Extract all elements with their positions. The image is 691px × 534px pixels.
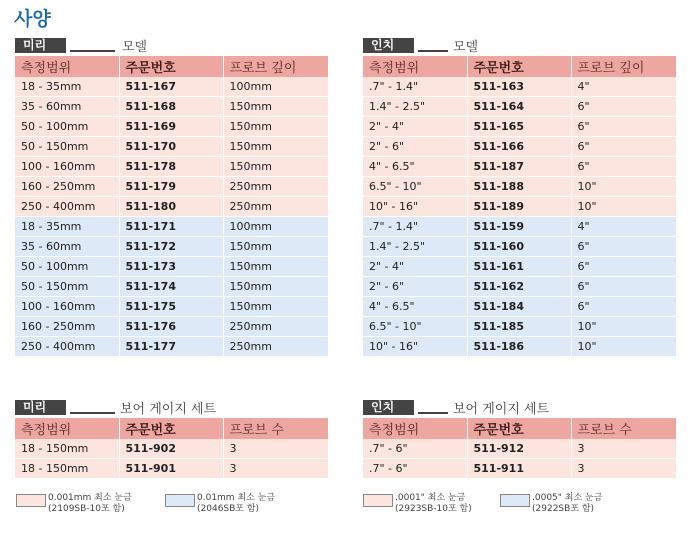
metric-sets-table — [15, 418, 329, 479]
cell-value: 250mm — [223, 177, 328, 197]
table-row — [363, 157, 676, 177]
cell-value: 3 — [223, 439, 328, 459]
cell-value: 10" — [571, 197, 676, 217]
cell-range: 1.4" - 2.5" — [363, 97, 467, 117]
legend-inch-pink — [363, 493, 513, 517]
table-row — [15, 137, 328, 157]
table-row — [15, 317, 328, 337]
cell-order-no: 511-162 — [467, 277, 571, 297]
cell-order-no: 511-178 — [119, 157, 223, 177]
cell-order-no: 511-179 — [119, 177, 223, 197]
cell-order-no: 511-168 — [119, 97, 223, 117]
cell-range: .7" - 1.4" — [363, 217, 467, 237]
table-row — [15, 97, 328, 117]
cell-range: 250 - 400mm — [15, 337, 119, 357]
cell-value: 6" — [571, 117, 676, 137]
cell-order-no: 511-174 — [119, 277, 223, 297]
cell-order-no: 511-166 — [467, 137, 571, 157]
cell-value: 150mm — [223, 137, 328, 157]
divider — [418, 412, 448, 414]
inch-sets-table — [363, 418, 677, 479]
table-row — [363, 117, 676, 137]
cell-range: 100 - 160mm — [15, 157, 119, 177]
cell-value: 10" — [571, 177, 676, 197]
cell-range: 6.5" - 10" — [363, 177, 467, 197]
section-label: 모델 — [122, 40, 148, 55]
cell-value: 6" — [571, 297, 676, 317]
cell-value: 150mm — [223, 97, 328, 117]
cell-order-no: 511-164 — [467, 97, 571, 117]
cell-order-no: 511-902 — [119, 439, 223, 459]
table-row — [15, 257, 328, 277]
inch-models-table — [363, 56, 677, 357]
table-row — [363, 297, 676, 317]
table-row — [363, 337, 676, 357]
blue-swatch — [500, 494, 530, 507]
pink-swatch — [16, 494, 46, 507]
cell-order-no: 511-170 — [119, 137, 223, 157]
table-row — [15, 217, 328, 237]
cell-order-no: 511-161 — [467, 257, 571, 277]
cell-range: 2" - 4" — [363, 257, 467, 277]
table-row — [15, 337, 328, 357]
inch-badge: 인치 — [363, 400, 414, 415]
cell-range: 50 - 150mm — [15, 277, 119, 297]
cell-value: 6" — [571, 157, 676, 177]
header-probe-depth: 프로브 깊이 — [571, 56, 676, 77]
cell-value: 4" — [571, 77, 676, 97]
cell-range: 18 - 150mm — [15, 439, 119, 459]
table-row — [15, 297, 328, 317]
cell-value: 250mm — [223, 337, 328, 357]
divider — [418, 50, 448, 52]
pink-swatch — [363, 494, 393, 507]
divider — [70, 412, 115, 414]
metric-models-section — [15, 36, 328, 357]
cell-order-no: 511-185 — [467, 317, 571, 337]
cell-value: 6" — [571, 257, 676, 277]
legend-text: 0.01mm 최소 눈금 — [197, 493, 276, 503]
header-range: 측정범위 — [15, 418, 119, 439]
metric-sets-section — [15, 398, 328, 479]
legend-note: (2923SB-10포 함) — [395, 504, 472, 514]
cell-value: 150mm — [223, 157, 328, 177]
cell-order-no: 511-187 — [467, 157, 571, 177]
blue-swatch — [165, 494, 195, 507]
cell-value: 4" — [571, 217, 676, 237]
cell-value: 3 — [571, 459, 676, 479]
table-row — [363, 177, 676, 197]
legend-metric-blue — [165, 493, 315, 517]
header-range: 측정범위 — [15, 56, 119, 77]
legend-inch-blue — [500, 493, 650, 517]
metric-models-table — [15, 56, 329, 357]
table-row — [15, 197, 328, 217]
cell-value: 3 — [571, 439, 676, 459]
header-probe-count: 프로브 수 — [571, 418, 676, 439]
cell-order-no: 511-175 — [119, 297, 223, 317]
table-row — [15, 117, 328, 137]
header-range: 측정범위 — [363, 56, 467, 77]
table-row — [15, 157, 328, 177]
cell-value: 10" — [571, 317, 676, 337]
cell-order-no: 511-186 — [467, 337, 571, 357]
cell-value: 6" — [571, 277, 676, 297]
table-row — [15, 459, 328, 479]
cell-range: 50 - 100mm — [15, 257, 119, 277]
header-order-no: 주문번호 — [467, 56, 571, 77]
legend-text: .0001" 최소 눈금 — [395, 493, 466, 503]
cell-range: 160 - 250mm — [15, 317, 119, 337]
cell-value: 6" — [571, 237, 676, 257]
cell-range: .7" - 6" — [363, 459, 467, 479]
cell-value: 10" — [571, 337, 676, 357]
metric-badge: 미리 — [15, 38, 66, 53]
cell-range: 10" - 16" — [363, 337, 467, 357]
table-row — [363, 237, 676, 257]
cell-range: 18 - 35mm — [15, 217, 119, 237]
cell-order-no: 511-171 — [119, 217, 223, 237]
cell-range: 100 - 160mm — [15, 297, 119, 317]
table-row — [363, 137, 676, 157]
legend-note: (2922SB포 함) — [532, 504, 595, 514]
cell-order-no: 511-160 — [467, 237, 571, 257]
cell-value: 150mm — [223, 277, 328, 297]
header-order-no: 주문번호 — [119, 418, 223, 439]
section-label: 보어 게이지 세트 — [453, 402, 550, 417]
cell-order-no: 511-163 — [467, 77, 571, 97]
cell-value: 6" — [571, 137, 676, 157]
cell-value: 150mm — [223, 257, 328, 277]
cell-order-no: 511-184 — [467, 297, 571, 317]
divider — [70, 50, 115, 52]
header-order-no: 주문번호 — [467, 418, 571, 439]
cell-value: 3 — [223, 459, 328, 479]
header-range: 측정범위 — [363, 418, 467, 439]
cell-range: 6.5" - 10" — [363, 317, 467, 337]
cell-value: 100mm — [223, 217, 328, 237]
cell-range: .7" - 1.4" — [363, 77, 467, 97]
table-row — [363, 197, 676, 217]
legend-note: (2046SB포 함) — [197, 504, 260, 514]
cell-order-no: 511-173 — [119, 257, 223, 277]
cell-order-no: 511-911 — [467, 459, 571, 479]
cell-range: 2" - 6" — [363, 137, 467, 157]
page-title: 사양 — [14, 8, 51, 30]
cell-range: 18 - 35mm — [15, 77, 119, 97]
header-probe-count: 프로브 수 — [223, 418, 328, 439]
cell-order-no: 511-188 — [467, 177, 571, 197]
cell-range: 50 - 150mm — [15, 137, 119, 157]
table-row — [363, 459, 676, 479]
cell-range: .7" - 6" — [363, 439, 467, 459]
cell-order-no: 511-172 — [119, 237, 223, 257]
cell-value: 150mm — [223, 237, 328, 257]
cell-value: 100mm — [223, 77, 328, 97]
table-row — [363, 77, 676, 97]
table-row — [15, 277, 328, 297]
table-row — [363, 217, 676, 237]
cell-range: 35 - 60mm — [15, 97, 119, 117]
table-row — [363, 439, 676, 459]
cell-range: 35 - 60mm — [15, 237, 119, 257]
header-probe-depth: 프로브 깊이 — [223, 56, 328, 77]
legend-note: (2109SB-10포 함) — [48, 504, 125, 514]
cell-order-no: 511-180 — [119, 197, 223, 217]
inch-models-section — [363, 36, 676, 357]
cell-range: 18 - 150mm — [15, 459, 119, 479]
table-row — [363, 277, 676, 297]
cell-range: 10" - 16" — [363, 197, 467, 217]
cell-order-no: 511-912 — [467, 439, 571, 459]
cell-order-no: 511-169 — [119, 117, 223, 137]
table-row — [15, 177, 328, 197]
inch-badge: 인치 — [363, 38, 414, 53]
table-row — [15, 439, 328, 459]
cell-value: 250mm — [223, 317, 328, 337]
cell-order-no: 511-901 — [119, 459, 223, 479]
cell-range: 2" - 4" — [363, 117, 467, 137]
cell-range: 4" - 6.5" — [363, 157, 467, 177]
cell-range: 50 - 100mm — [15, 117, 119, 137]
cell-order-no: 511-189 — [467, 197, 571, 217]
cell-value: 150mm — [223, 297, 328, 317]
metric-badge: 미리 — [15, 400, 66, 415]
section-label: 보어 게이지 세트 — [120, 402, 217, 417]
cell-value: 150mm — [223, 117, 328, 137]
inch-sets-section — [363, 398, 676, 479]
cell-range: 4" - 6.5" — [363, 297, 467, 317]
cell-range: 160 - 250mm — [15, 177, 119, 197]
cell-order-no: 511-159 — [467, 217, 571, 237]
cell-order-no: 511-176 — [119, 317, 223, 337]
section-label: 모델 — [453, 40, 479, 55]
cell-value: 6" — [571, 97, 676, 117]
cell-range: 250 - 400mm — [15, 197, 119, 217]
cell-order-no: 511-167 — [119, 77, 223, 97]
legend-metric-pink — [16, 493, 166, 517]
cell-range: 1.4" - 2.5" — [363, 237, 467, 257]
cell-order-no: 511-177 — [119, 337, 223, 357]
table-row — [363, 317, 676, 337]
cell-range: 2" - 6" — [363, 277, 467, 297]
table-row — [363, 97, 676, 117]
table-row — [15, 237, 328, 257]
legend-text: 0.001mm 최소 눈금 — [48, 493, 132, 503]
header-order-no: 주문번호 — [119, 56, 223, 77]
legend-text: .0005" 최소 눈금 — [532, 493, 603, 503]
table-row — [363, 257, 676, 277]
table-row — [15, 77, 328, 97]
cell-order-no: 511-165 — [467, 117, 571, 137]
cell-value: 250mm — [223, 197, 328, 217]
